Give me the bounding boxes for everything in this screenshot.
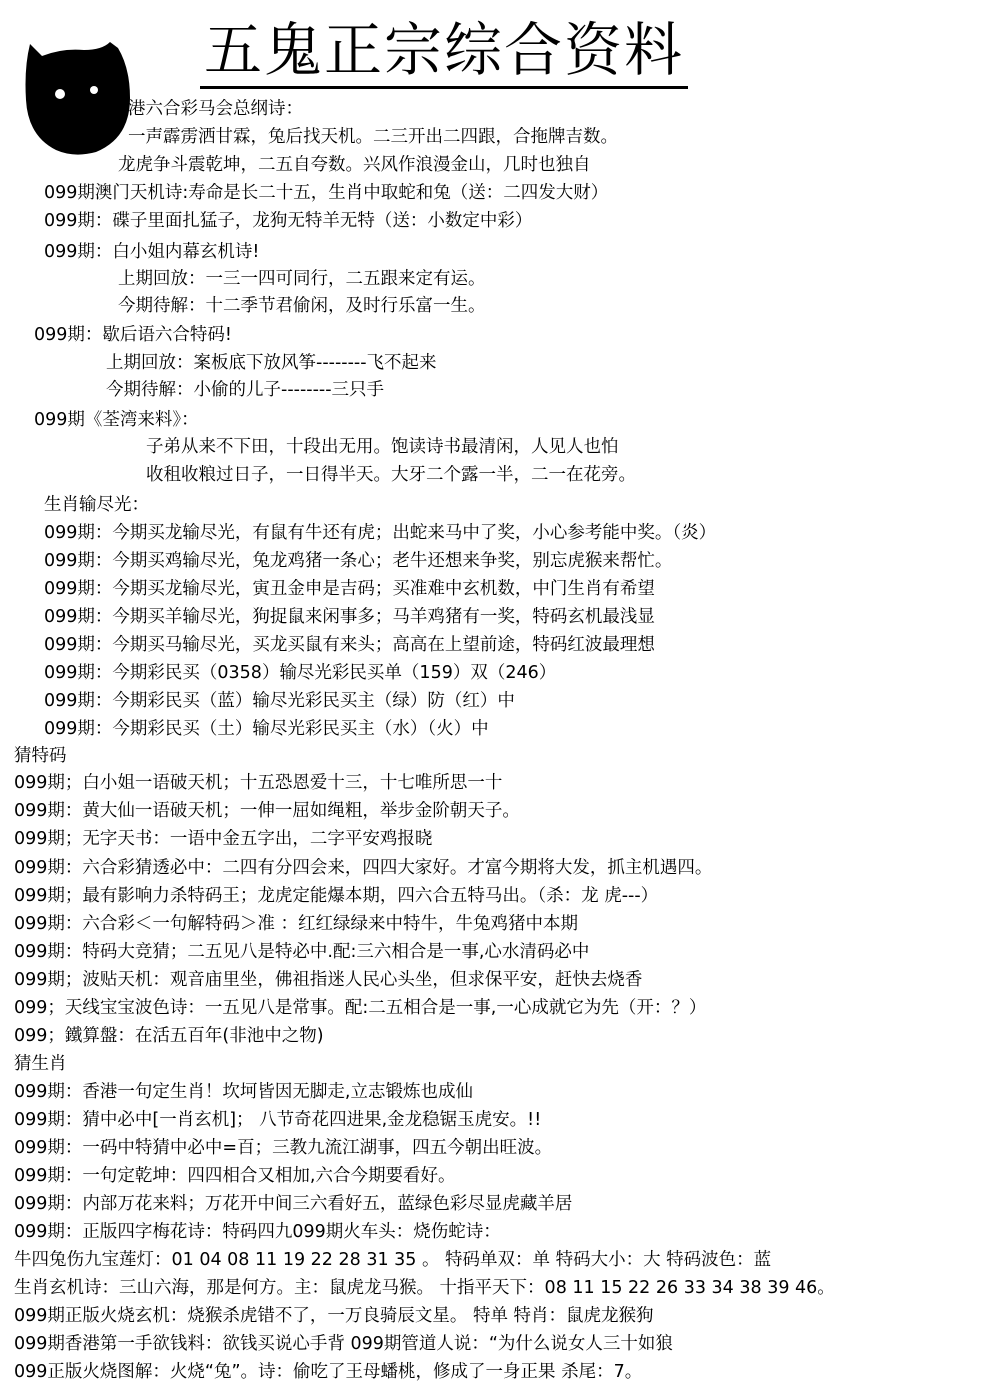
- text-line: 一声霹雳洒甘霖，兔后找天机。二三开出二四跟，合拖牌吉数。: [128, 127, 618, 147]
- text-line: 099期：特码大竞猜；二五见八是特必中.配:三六相合是一事,心水清码必中: [14, 942, 590, 962]
- text-line: 099期：白小姐内幕玄机诗!: [44, 242, 260, 262]
- text-line: 099正版火烧图解：火烧“兔”。诗：偷吃了王母蟠桃，修成了一身正果 杀尾：7。: [14, 1362, 643, 1382]
- text-line: 099期；白小姐一语破天机；十五恐恩爱十三，十七唯所思一十: [14, 773, 503, 793]
- text-line: 子弟从来不下田，十段出无用。饱读诗书最清闲，人见人也怕: [146, 437, 619, 457]
- text-line: 099期：歇后语六合特码!: [34, 325, 232, 345]
- text-line: 生肖玄机诗：三山六海，那是何方。主：鼠虎龙马猴。 十指平天下：08 11 15 22 26 33 34 38 39 46。: [14, 1278, 835, 1298]
- text-line: 099期：今期彩民买（0358）输尽光彩民买单（159）双（246）: [44, 663, 557, 683]
- section-heading: 生肖输尽光：: [44, 495, 149, 515]
- text-line: 099期；波贴天机：观音庙里坐，佛祖指迷人民心头坐，但求保平安，赶快去烧香: [14, 970, 643, 990]
- text-line: 港六合彩马会总纲诗：: [128, 99, 303, 119]
- page-title: 五鬼正宗综合资料: [200, 14, 688, 89]
- text-line: 099期：今期彩民买（土）输尽光彩民买主（水）（火）中: [44, 719, 489, 739]
- text-line: 099期：六合彩＜一句解特码＞准 ：红红绿绿来中特牛，牛兔鸡猪中本期: [14, 914, 578, 934]
- text-line: 099；鐵算盤：在活五百年(非池中之物): [14, 1026, 324, 1046]
- text-line: 牛四兔伤九宝莲灯：01 04 08 11 19 22 28 31 35 。 特码单双：单 特码大小：大 特码波色：蓝: [14, 1250, 772, 1270]
- text-line: 099期：今期买马输尽光，买龙买鼠有来头；高高在上望前途，特码红波最理想: [44, 635, 655, 655]
- text-line: 099期：六合彩猜透必中：二四有分四会来，四四大家好。才富今期将大发，抓主机遇四。: [14, 858, 713, 878]
- text-line: 099期：今期买鸡输尽光，兔龙鸡猪一条心；老牛还想来争奖，别忘虎猴来帮忙。: [44, 551, 673, 571]
- text-line: 今期待解：十二季节君偷闲，及时行乐富一生。: [118, 296, 486, 316]
- text-line: 099期：猜中必中[一肖玄机]； 八节奇花四进果,金龙稳锯玉虎安。!!: [14, 1110, 542, 1130]
- text-line: 099期；无字天书：一语中金五字出，二字平安鸡报晓: [14, 829, 433, 849]
- text-line: 099期：今期买龙输尽光，寅丑金申是吉码；买准难中玄机数，中门生肖有希望: [44, 579, 655, 599]
- text-line: 099；天线宝宝波色诗：一五见八是常事。配:二五相合是一事,一心成就它为先（开：？）: [14, 998, 707, 1018]
- ghost-logo-icon: [22, 38, 134, 156]
- text-line: 099期香港第一手欲钱料：欲钱买说心手背 099期管道人说：“为什么说女人三十如狼: [14, 1334, 673, 1354]
- text-line: 上期回放：案板底下放风筝--------飞不起来: [106, 353, 437, 373]
- text-line: 099期《荃湾来料》：: [34, 410, 199, 430]
- section-heading: 猜特码: [14, 746, 67, 766]
- text-line: 099期：今期彩民买（蓝）输尽光彩民买主（绿）防（红）中: [44, 691, 515, 711]
- text-line: 099期正版火烧玄机：烧猴杀虎错不了，一万良骑辰文星。 特单 特肖：鼠虎龙猴狗: [14, 1306, 654, 1326]
- text-line: 上期回放：一三一四可同行，二五跟来定有运。: [118, 269, 486, 289]
- text-line: 099期澳门天机诗:寿命是长二十五，生肖中取蛇和兔（送：二四发大财）: [44, 183, 609, 203]
- text-line: 099期：黄大仙一语破天机；一伸一屈如绳粗，举步金阶朝天子。: [14, 801, 520, 821]
- text-line: 099期：一码中特猜中必中=百；三教九流江湖事，四五今朝出旺波。: [14, 1138, 553, 1158]
- text-line: 099期：内部万花来料；万花开中间三六看好五，蓝绿色彩尽显虎藏羊居: [14, 1194, 573, 1214]
- text-line: 099期：今期买龙输尽光，有鼠有牛还有虎；出蛇来马中了奖，小心参考能中奖。（炎）: [44, 523, 717, 543]
- text-line: 龙虎争斗震乾坤，二五自夸数。兴风作浪漫金山，几时也独自: [118, 155, 591, 175]
- text-line: 099期：正版四字梅花诗：特码四九099期火车头：烧伤蛇诗：: [14, 1222, 501, 1242]
- text-line: 099期：一句定乾坤：四四相合又相加,六合今期要看好。: [14, 1166, 456, 1186]
- section-heading: 猜生肖: [14, 1054, 67, 1074]
- text-line: 099期；最有影响力杀特码王；龙虎定能爆本期，四六合五特马出。（杀：龙 虎---）: [14, 886, 659, 906]
- text-line: 今期待解：小偷的儿子--------三只手: [106, 380, 385, 400]
- text-line: 收租收粮过日子，一日得半天。大牙二个露一半，二一在花旁。: [146, 465, 636, 485]
- text-line: 099期：碟子里面扎猛子，龙狗无特羊无特（送：小数定中彩）: [44, 211, 533, 231]
- text-line: 099期：今期买羊输尽光，狗捉鼠来闲事多；马羊鸡猪有一奖，特码玄机最浅显: [44, 607, 655, 627]
- text-line: 099期：香港一句定生肖！坎坷皆因无脚走,立志锻炼也成仙: [14, 1082, 473, 1102]
